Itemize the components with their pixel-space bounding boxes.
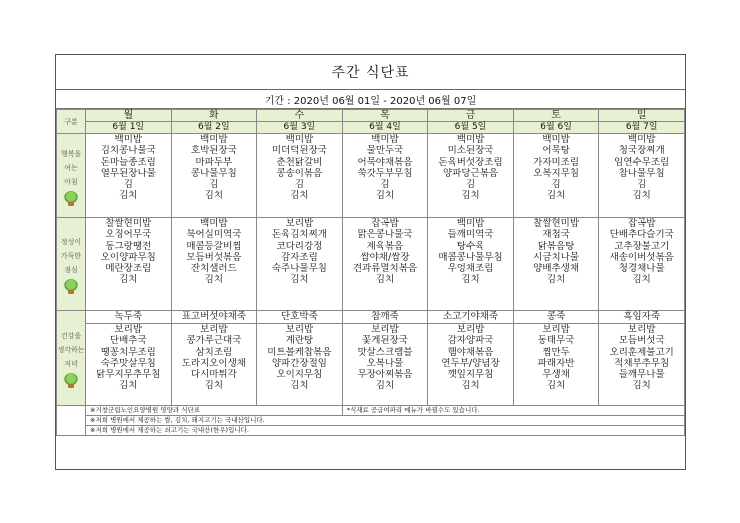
- porridge-row: [57, 311, 685, 324]
- breakfast-day-cell: [513, 134, 599, 218]
- menu-item: 파래자반: [537, 357, 575, 369]
- day-header: 수: [257, 110, 343, 122]
- porridge-item: 표고버섯야채죽: [171, 311, 257, 324]
- menu-item: 김: [465, 179, 476, 191]
- dinner-row: [57, 324, 685, 406]
- menu-item: 백미밥: [114, 134, 143, 145]
- menu-item: 마파두부: [195, 156, 233, 168]
- menu-item: 백미밥: [627, 134, 656, 145]
- menu-item: 모듬버섯볶음: [186, 251, 242, 263]
- lunch-label-line: 정성이: [60, 238, 82, 246]
- menu-item: 양배추생채: [533, 263, 580, 275]
- breakfast-label: [57, 134, 86, 218]
- date-header: 6월 4일: [342, 122, 428, 134]
- menu-item: 잡곡밥: [371, 218, 399, 229]
- lunch-label: [57, 218, 86, 311]
- menu-item: 김치: [375, 274, 395, 286]
- day-header-row: [57, 110, 685, 122]
- menu-item: 계란탕: [285, 335, 314, 347]
- notes-row: [57, 416, 685, 426]
- menu-item: 매콤등갈비찜: [186, 240, 242, 252]
- menu-item: 단배추다슬기국: [609, 229, 674, 241]
- menu-item: 김: [294, 179, 304, 191]
- menu-item: 메란장조림: [105, 263, 152, 275]
- plant-icon: [64, 191, 78, 205]
- menu-item: 호박된장국: [190, 145, 237, 157]
- menu-item: 김치: [290, 190, 309, 202]
- menu-item: 김치: [375, 380, 395, 392]
- menu-item: 보리밥: [114, 324, 143, 335]
- menu-item: 맛살스크램블: [357, 346, 413, 358]
- menu-item: 김치: [204, 274, 224, 286]
- dinner-label-line: 저녁: [64, 360, 78, 368]
- menu-item: 콩송이볶음: [276, 167, 323, 179]
- menu-item: 백미밥: [542, 134, 570, 145]
- menu-item: 김치: [632, 190, 651, 202]
- menu-item: 찰쌀현미밥: [533, 218, 580, 229]
- menu-item: 보리밥: [627, 324, 656, 335]
- menu-item: 콩가루근대국: [186, 335, 242, 347]
- date-header-row: [57, 122, 685, 134]
- menu-item: 쌈야채/쌈장: [360, 251, 410, 263]
- dinner-day-cell: [86, 324, 172, 406]
- menu-item: 어묵야채볶음: [357, 156, 413, 168]
- menu-item: 어묵탕: [542, 145, 570, 157]
- gubun-label: 구분: [57, 110, 86, 134]
- menu-item: 다시마튀각: [190, 369, 237, 381]
- menu-item: 참나물무침: [618, 167, 665, 179]
- menu-item: 김치: [546, 380, 566, 392]
- menu-item: 김치: [632, 380, 651, 392]
- menu-item: 오리훈제불고기: [609, 346, 674, 358]
- day-header: 월: [86, 110, 172, 122]
- menu-item: 들깨무나물: [618, 369, 665, 381]
- menu-item: 숙주나물무침: [271, 263, 327, 275]
- menu-item: 동태무국: [537, 335, 575, 347]
- note-rice: ※저희 병원에서 제공하는 쌀, 김치, 돼지고기는 국내산입니다.: [86, 416, 685, 426]
- porridge-item: 흑임자죽: [599, 311, 685, 324]
- menu-item: 햄야채볶음: [447, 346, 494, 358]
- menu-item: 김치: [546, 274, 566, 286]
- lunch-day-cell: [599, 218, 685, 311]
- menu-item: 돈마늘종조림: [100, 156, 156, 168]
- plant-icon: [64, 279, 78, 293]
- menu-item: 적채부추무침: [614, 357, 670, 369]
- menu-item: 미더덕된장국: [271, 145, 327, 157]
- menu-item: 돈육버섯장조림: [438, 156, 503, 168]
- porridge-item: 녹두죽: [86, 311, 172, 324]
- breakfast-label-line: 행복을: [60, 149, 82, 158]
- date-header: 6월 6일: [513, 122, 599, 134]
- menu-item: 김치: [632, 274, 651, 286]
- breakfast-day-cell: [428, 134, 514, 218]
- menu-item: 보리밥: [542, 324, 570, 335]
- menu-item: 탕수육: [456, 240, 485, 252]
- date-header: 6월 2일: [171, 122, 257, 134]
- note-spacer: [57, 406, 86, 436]
- menu-item: 보리밥: [371, 324, 399, 335]
- menu-item: 열무된장나물: [100, 167, 156, 179]
- breakfast-day-cell: [171, 134, 257, 218]
- menu-item: 가자미조림: [533, 156, 580, 168]
- breakfast-day-cell: [599, 134, 685, 218]
- menu-item: 시금치나물: [533, 251, 580, 263]
- dinner-day-cell: [599, 324, 685, 406]
- menu-item: 김치: [119, 190, 138, 202]
- plant-icon: [64, 373, 78, 387]
- menu-item: 돈육김치찌개: [271, 229, 327, 241]
- menu-item: 김치: [119, 380, 138, 392]
- menu-item: 닭볶음탕: [537, 240, 575, 252]
- menu-item: 삼치조림: [195, 346, 233, 358]
- menu-item: 단배추국: [109, 335, 147, 347]
- breakfast-day-cell: [86, 134, 172, 218]
- menu-item: 땡꽁치무조림: [100, 346, 156, 358]
- day-header: 금: [428, 110, 514, 122]
- menu-item: 맑은콩나물국: [357, 229, 413, 241]
- day-header: 화: [171, 110, 257, 122]
- menu-item: 양파당근볶음: [443, 167, 499, 179]
- menu-item: 김: [123, 179, 133, 191]
- period-text: 기간 : 2020년 06월 01일 - 2020년 06월 07일: [56, 90, 685, 109]
- menu-item: 청국장찌개: [618, 145, 665, 157]
- breakfast-day-cell: [342, 134, 428, 218]
- menu-item: 감자양파국: [447, 335, 494, 347]
- menu-item: 들깨미역국: [447, 229, 494, 241]
- menu-item: 모듬버섯국: [618, 335, 665, 347]
- menu-item: 백미밥: [456, 134, 485, 145]
- menu-item: 닭무지무추무침: [96, 369, 161, 381]
- lunch-label-line: 점심: [64, 266, 78, 274]
- menu-item: 백미밥: [285, 134, 314, 145]
- porridge-item: 콩죽: [513, 311, 599, 324]
- menu-item: 연두부/양념장: [441, 357, 500, 369]
- menu-item: 찰쌀현미밥: [105, 218, 152, 229]
- menu-item: 동그랑땡전: [105, 240, 152, 252]
- menu-item: 오이양파무침: [100, 251, 156, 263]
- porridge-label-spacer: [57, 311, 86, 406]
- menu-item: 매콤콩나물무침: [438, 251, 503, 263]
- lunch-label-line: 가득한: [60, 252, 82, 260]
- dinner-day-cell: [513, 324, 599, 406]
- dinner-day-cell: [171, 324, 257, 406]
- breakfast-label-line: 여는: [64, 163, 78, 172]
- menu-item: 백미밥: [200, 218, 228, 229]
- notes-row: [57, 426, 685, 436]
- menu-item: 고추장불고기: [614, 240, 670, 252]
- menu-item: 보리밥: [285, 324, 314, 335]
- menu-item: 미트볼케찹볶음: [267, 346, 332, 358]
- menu-sheet: [55, 54, 686, 470]
- menu-item: 김치콩나물국: [100, 145, 156, 157]
- menu-item: 보리밥: [285, 218, 314, 229]
- menu-item: 백미밥: [200, 134, 228, 145]
- dinner-day-cell: [257, 324, 343, 406]
- lunch-day-cell: [513, 218, 599, 311]
- menu-item: 깻잎지무침: [447, 369, 494, 381]
- menu-item: 콩나물무침: [190, 167, 237, 179]
- dinner-day-cell: [342, 324, 428, 406]
- menu-item: 보리밥: [456, 324, 485, 335]
- menu-item: 양파간장절임: [271, 357, 327, 369]
- menu-item: 김치: [290, 274, 309, 286]
- menu-item: 김치: [119, 274, 138, 286]
- menu-item: 임연수무조림: [614, 156, 670, 168]
- menu-item: 오징어무국: [105, 229, 152, 241]
- lunch-day-cell: [342, 218, 428, 311]
- menu-item: 오복지무침: [533, 167, 580, 179]
- menu-item: 숙주맛살무침: [100, 357, 156, 369]
- menu-item: 오복나물: [366, 357, 404, 369]
- notes-row: [57, 406, 685, 416]
- menu-item: 김치: [290, 380, 309, 392]
- note-beef: ※저희 병원에서 제공하는 쇠고기는 국내산(한우)입니다.: [86, 426, 685, 436]
- date-header: 6월 7일: [599, 122, 685, 134]
- menu-item: 코다리강정: [276, 240, 323, 252]
- menu-item: 재첩국: [542, 229, 570, 241]
- day-header: 일: [599, 110, 685, 122]
- porridge-item: 참깨죽: [342, 311, 428, 324]
- menu-item: 무생채: [542, 369, 570, 381]
- menu-item: 무장아찌볶음: [357, 369, 413, 381]
- menu-item: 춘천닭갈비: [276, 156, 323, 168]
- menu-item: 감자조림: [281, 251, 318, 263]
- date-header: 6월 1일: [86, 122, 172, 134]
- menu-table: [56, 109, 685, 436]
- menu-item: 김치: [375, 190, 395, 202]
- menu-item: 물만두국: [366, 145, 404, 157]
- date-header: 6월 3일: [257, 122, 343, 134]
- menu-item: 오이지무침: [276, 369, 323, 381]
- page-title: 주간 식단표: [56, 55, 685, 90]
- day-header: 토: [513, 110, 599, 122]
- lunch-row: [57, 218, 685, 311]
- date-header: 6월 5일: [428, 122, 514, 134]
- lunch-day-cell: [257, 218, 343, 311]
- menu-item: 김치: [461, 190, 480, 202]
- menu-item: 우엉채조림: [447, 263, 494, 275]
- note-hospital: ※거창군립노인요양병원 영양과 식단표: [86, 406, 343, 416]
- menu-item: 백미밥: [456, 218, 485, 229]
- menu-item: 새송이버섯볶음: [609, 251, 674, 263]
- day-header: 목: [342, 110, 428, 122]
- menu-item: 김치: [546, 190, 566, 202]
- menu-item: 잔치샐러드: [190, 263, 237, 275]
- menu-item: 김치: [461, 274, 480, 286]
- menu-item: 김: [637, 179, 647, 191]
- menu-item: 김치: [204, 380, 224, 392]
- breakfast-label-line: 아침: [64, 177, 78, 186]
- menu-item: 미소된장국: [447, 145, 494, 157]
- menu-item: 김: [551, 179, 561, 191]
- menu-item: 찜만두: [542, 346, 570, 358]
- dinner-label-line: 건강을: [60, 332, 82, 340]
- menu-item: 백미밥: [371, 134, 399, 145]
- menu-item: 북어실미역국: [186, 229, 242, 241]
- porridge-item: 단호박죽: [257, 311, 343, 324]
- lunch-day-cell: [171, 218, 257, 311]
- menu-item: 꽃게된장국: [362, 335, 408, 347]
- breakfast-row: [57, 134, 685, 218]
- breakfast-day-cell: [257, 134, 343, 218]
- menu-item: 김치: [204, 190, 224, 202]
- dinner-label-line: 생각하는: [57, 346, 85, 354]
- lunch-day-cell: [86, 218, 172, 311]
- note-supply: *식재료 공급여파라 메뉴가 바뀔수도 있습니다.: [342, 406, 684, 416]
- lunch-day-cell: [428, 218, 514, 311]
- menu-item: 김: [209, 179, 219, 191]
- porridge-item: 소고기야채죽: [428, 311, 514, 324]
- menu-item: 쑥갓두부무침: [357, 167, 413, 179]
- menu-item: 견과류멸치볶음: [352, 263, 418, 275]
- menu-item: 보리밥: [200, 324, 228, 335]
- dinner-day-cell: [428, 324, 514, 406]
- menu-item: 도라지오이생채: [181, 357, 246, 369]
- menu-item: 잡곡밥: [627, 218, 656, 229]
- menu-item: 제육볶음: [366, 240, 404, 252]
- menu-item: 김: [380, 179, 390, 191]
- menu-item: 청경채나물: [618, 263, 665, 275]
- menu-item: 김치: [461, 380, 480, 392]
